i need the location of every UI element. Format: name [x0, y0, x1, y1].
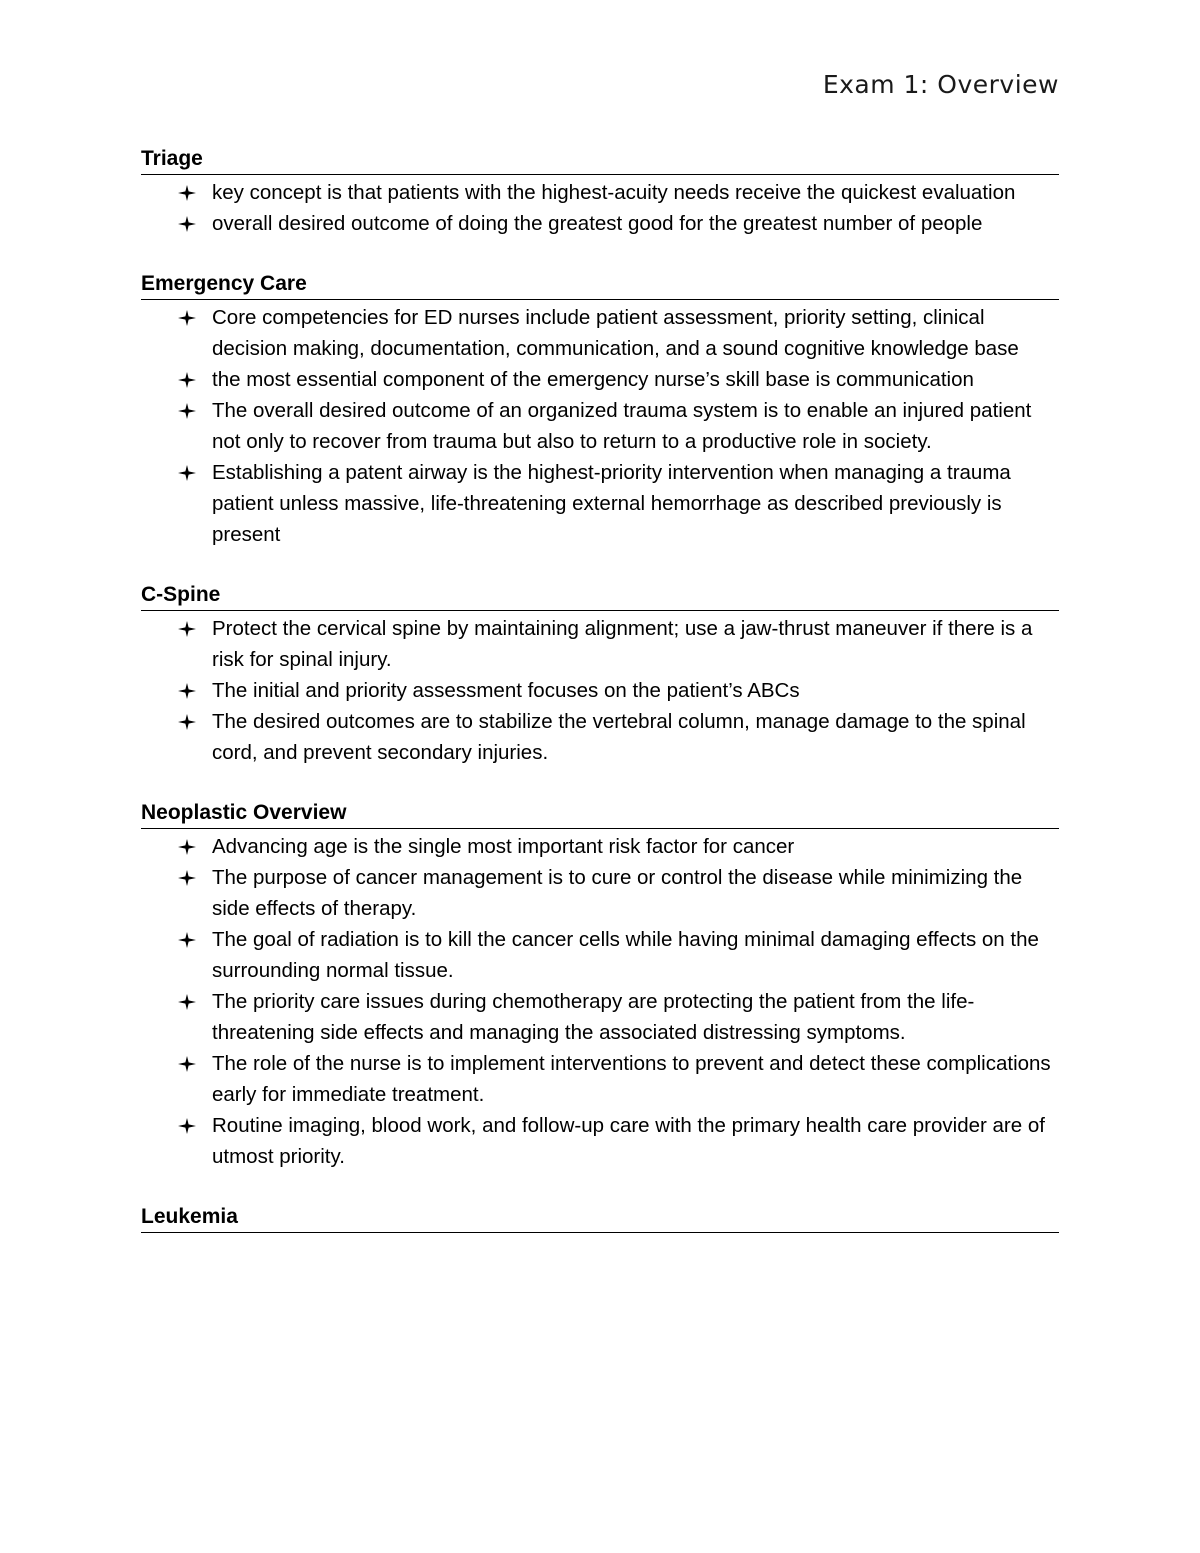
section-heading: Neoplastic Overview	[141, 798, 1059, 829]
document-title: Exam 1: Overview	[822, 70, 1059, 99]
list-item	[141, 986, 1059, 1048]
four-pointed-star-icon	[177, 613, 197, 644]
list-item-text: Advancing age is the single most important risk factor for cancer	[212, 835, 795, 858]
four-pointed-star-icon	[177, 862, 197, 893]
list-item-text: key concept is that patients with the highest-acuity needs receive the quickest evaluation	[212, 181, 1016, 204]
list-item	[141, 457, 1059, 550]
four-pointed-star-icon	[177, 457, 197, 488]
list-item-text: The goal of radiation is to kill the cancer cells while having minimal damaging effects on the surrounding normal tissue.	[212, 928, 1039, 982]
four-pointed-star-icon	[177, 208, 197, 239]
bullet-list	[141, 302, 1059, 550]
four-pointed-star-icon	[177, 1110, 197, 1141]
list-item	[141, 302, 1059, 364]
bullet-list	[141, 613, 1059, 768]
four-pointed-star-icon	[177, 675, 197, 706]
list-item-text: The priority care issues during chemotherapy are protecting the patient from the life-threatening side effects and managing the associated distressing symptoms.	[212, 990, 975, 1044]
section-heading: Triage	[141, 144, 1059, 175]
section-emergency-care	[141, 269, 1059, 550]
list-item	[141, 831, 1059, 862]
section-heading: Leukemia	[141, 1202, 1059, 1233]
list-item-text: The purpose of cancer management is to cure or control the disease while minimizing the side effects of therapy.	[212, 866, 1023, 920]
bullet-list	[141, 831, 1059, 1172]
four-pointed-star-icon	[177, 986, 197, 1017]
list-item-text: The overall desired outcome of an organized trauma system is to enable an injured patient not only to recover from trauma but also to return to a productive role in society.	[212, 399, 1032, 453]
list-item-text: overall desired outcome of doing the greatest good for the greatest number of people	[212, 212, 983, 235]
bullet-list	[141, 177, 1059, 239]
four-pointed-star-icon	[177, 177, 197, 208]
list-item-text: The desired outcomes are to stabilize the vertebral column, manage damage to the spinal cord, and prevent secondary injuries.	[212, 710, 1026, 764]
list-item	[141, 924, 1059, 986]
section-heading: Emergency Care	[141, 269, 1059, 300]
list-item-text: Protect the cervical spine by maintaining alignment; use a jaw-thrust maneuver if there is a risk for spinal injury.	[212, 617, 1033, 671]
list-item	[141, 1048, 1059, 1110]
document-body	[141, 144, 1059, 1263]
section-heading: C-Spine	[141, 580, 1059, 611]
four-pointed-star-icon	[177, 706, 197, 737]
four-pointed-star-icon	[177, 831, 197, 862]
list-item	[141, 613, 1059, 675]
four-pointed-star-icon	[177, 924, 197, 955]
list-item	[141, 364, 1059, 395]
section-triage	[141, 144, 1059, 239]
list-item-text: The initial and priority assessment focuses on the patient’s ABCs	[212, 679, 800, 702]
list-item	[141, 862, 1059, 924]
list-item-text: The role of the nurse is to implement interventions to prevent and detect these complications early for immediate treatment.	[212, 1052, 1051, 1106]
list-item	[141, 675, 1059, 706]
section-c-spine	[141, 580, 1059, 768]
list-item-text: Routine imaging, blood work, and follow-up care with the primary health care provider are of utmost priority.	[212, 1114, 1045, 1168]
list-item	[141, 395, 1059, 457]
section-neoplastic-overview	[141, 798, 1059, 1172]
four-pointed-star-icon	[177, 1048, 197, 1079]
four-pointed-star-icon	[177, 395, 197, 426]
four-pointed-star-icon	[177, 302, 197, 333]
list-item	[141, 208, 1059, 239]
four-pointed-star-icon	[177, 364, 197, 395]
list-item	[141, 1110, 1059, 1172]
list-item-text: Core competencies for ED nurses include patient assessment, priority setting, clinical decision making, documentation, communication, and a sound cognitive knowledge base	[212, 306, 1019, 360]
list-item	[141, 177, 1059, 208]
list-item	[141, 706, 1059, 768]
list-item-text: Establishing a patent airway is the highest-priority intervention when managing a trauma patient unless massive, life-threatening external hemorrhage as described previously is present	[212, 461, 1011, 546]
list-item-text: the most essential component of the emergency nurse’s skill base is communication	[212, 368, 974, 391]
section-leukemia	[141, 1202, 1059, 1233]
